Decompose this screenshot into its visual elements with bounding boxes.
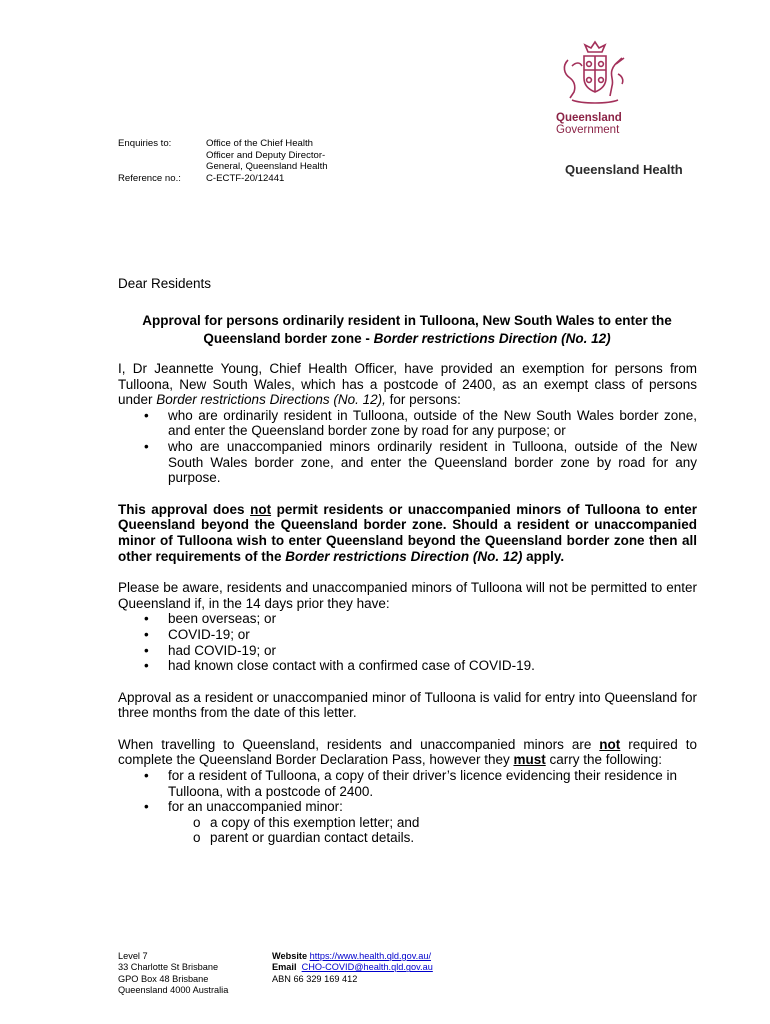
title-text: Queensland border zone - — [203, 331, 374, 346]
footer-contact — [272, 951, 433, 985]
p1-italic: Border restrictions Directions (No. 12), — [156, 392, 386, 408]
list-item: • for an unaccompanied minor: — [118, 799, 697, 815]
qld-gov-logo — [556, 38, 636, 136]
dept-name: Queensland Health — [565, 162, 683, 177]
p3-list — [118, 611, 697, 673]
list-item: • COVID-19; or — [118, 627, 697, 643]
p2-italic: Border restrictions Direction (No. 12) — [285, 548, 523, 564]
coat-of-arms-icon — [558, 38, 632, 110]
reference-label: Reference no.: — [118, 172, 181, 184]
email-row — [272, 962, 433, 973]
p2-text: apply. — [522, 548, 565, 564]
address-line: GPO Box 48 Brisbane — [118, 973, 209, 984]
paragraph-4: Approval as a resident or unaccompanied minor of Tulloona is valid for entry into Queensland for three months from the date of this letter. — [118, 689, 697, 721]
sub-list-item: o parent or guardian contact details. — [118, 830, 697, 846]
email-label: Email — [272, 962, 297, 973]
enquiries-label: Enquiries to: — [118, 138, 172, 149]
p5-not: not — [599, 736, 621, 752]
list-item: • for a resident of Tulloona, a copy of their driver’s licence evidencing their residence in Tulloona, with a postcode of 2400. — [118, 768, 697, 799]
address-line: 33 Charlotte St Brisbane — [118, 962, 219, 973]
abn: ABN 66 329 169 412 — [272, 973, 358, 984]
paragraph-2 — [118, 502, 697, 564]
title-line: Approval for persons ordinarily resident in Tulloona, New South Wales to enter the — [142, 313, 672, 328]
website-row — [272, 951, 433, 962]
website-label: Website — [272, 951, 308, 961]
address-line: Level 7 — [118, 951, 148, 961]
p1-end: for persons: — [385, 392, 461, 408]
letter-title — [110, 312, 704, 348]
list-item: • who are unaccompanied minors ordinarily resident in Tulloona, outside of the New South Wales border zone, and enter the Queensland border zone by road for any purpose. — [118, 439, 697, 486]
p1-list — [118, 408, 697, 486]
p5-sublist — [118, 815, 697, 846]
paragraph-3: Please be aware, residents and unaccompanied minors of Tulloona will not be permitted to enter Queensland if, in the 14 days prior they have: — [118, 580, 697, 611]
letter-body — [118, 361, 697, 846]
logo-line1: Queensland — [556, 112, 622, 124]
paragraph-1 — [118, 361, 697, 408]
p5-text: required to complete the Queensland Border Declaration Pass, however they — [118, 736, 697, 768]
list-item: • who are ordinarily resident in Tulloona, outside of the New South Wales border zone, and enter the Queensland border zone by road for any purpose; or — [118, 408, 697, 439]
p1-text: I, Dr Jeannette Young, Chief Health Officer, have provided an exemption for persons from Tulloona, New South Wales, which has a postcode of 2400, as an exempt class of persons under — [118, 361, 697, 408]
sub-list-item: o a copy of this exemption letter; and — [118, 815, 697, 831]
p2-text: This approval does — [118, 501, 251, 517]
list-item: • had known close contact with a confirmed case of COVID-19. — [118, 658, 697, 674]
reference-value: C-ECTF-20/12441 — [206, 172, 285, 184]
salutation: Dear Residents — [118, 276, 212, 291]
website-link[interactable]: https://www.health.qld.gov.au/ — [309, 951, 432, 961]
enquiries-line: Officer and Deputy Director- — [206, 149, 326, 161]
enquiries-line: Office of the Chief Health — [206, 138, 314, 149]
footer-address — [118, 951, 228, 996]
list-item: • been overseas; or — [118, 611, 697, 627]
logo-line2: Government — [556, 124, 620, 136]
p2-not: not — [250, 501, 272, 517]
paragraph-5 — [118, 737, 697, 768]
enquiries-value — [206, 138, 328, 184]
p5-text: When travelling to Queensland, residents and unaccompanied minors are — [118, 736, 600, 752]
title-line — [110, 330, 704, 348]
enquiries-line: General, Queensland Health — [206, 161, 328, 172]
address-line: Queensland 4000 Australia — [118, 984, 229, 995]
email-link[interactable]: CHO-COVID@health.qld.gov.au — [301, 962, 433, 973]
title-italic: Border restrictions Direction (No. 12) — [373, 331, 611, 346]
p5-list — [118, 768, 697, 815]
list-item: • had COVID-19; or — [118, 643, 697, 659]
p5-text: carry the following: — [545, 752, 663, 768]
p2-text: permit residents or unaccompanied minors of Tulloona to enter Queensland beyond the Queensland border zone. Should a resident or unaccompanied minor of Tulloona wish to enter Queensland beyond the Queensland border zone then all other requirements of the — [118, 501, 698, 564]
p5-must: must — [513, 752, 546, 768]
